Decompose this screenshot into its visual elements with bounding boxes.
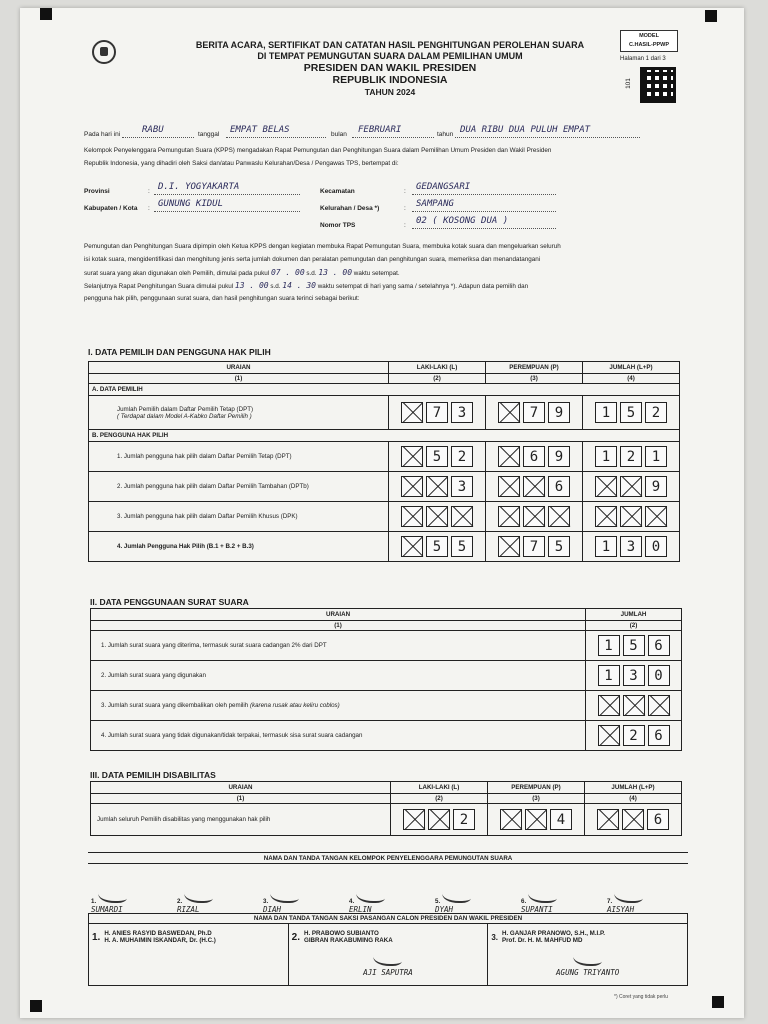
digit-box-group	[491, 809, 581, 830]
col-total: JUMLAH (L+P)	[583, 362, 680, 374]
member-number: 6.	[521, 897, 527, 905]
signature-icon	[612, 887, 646, 903]
tps-label: Nomor TPS	[320, 222, 356, 229]
digit-box: 5	[623, 635, 645, 656]
title-line: PRESIDEN DAN WAKIL PRESIDEN	[303, 61, 477, 74]
row-b3: 3. Jumlah pengguna hak pilih dalam Daftar Pemilih Khusus (DPK)	[89, 502, 389, 532]
colon: :	[404, 222, 406, 229]
year-value: DUA RIBU DUA PULUH EMPAT	[460, 125, 591, 135]
crossed-digit-box	[498, 402, 520, 423]
signature-icon	[96, 887, 130, 903]
cell-b1-l	[389, 442, 486, 472]
count-start-time: 13 . 00	[234, 281, 269, 290]
body-text	[84, 279, 528, 293]
page-number: Halaman 1 dari 3	[620, 56, 666, 62]
member-name: ERLIN	[349, 904, 372, 914]
body-text-part: surat suara yang akan digunakan oleh Pemilih, dimulai pada pukul	[84, 270, 270, 277]
digit-box-group	[489, 446, 579, 467]
candidate-vice: GIBRAN RAKABUMING RAKA	[304, 937, 393, 944]
cell-ballots-unused	[586, 721, 682, 751]
digit-box-group	[489, 402, 579, 423]
digit-box: 2	[453, 809, 475, 830]
digit-box: 6	[648, 725, 670, 746]
cell-dis-p	[488, 804, 585, 836]
digit-box: 6	[548, 476, 570, 497]
provinsi-value: D.I. YOGYAKARTA	[158, 182, 240, 192]
member-name: DIAH	[263, 904, 282, 914]
digit-box-group	[586, 536, 676, 557]
kpps-member	[432, 864, 518, 914]
crossed-digit-box	[622, 809, 644, 830]
until-label: s.d.	[306, 270, 317, 277]
crossed-digit-box	[648, 695, 670, 716]
crossed-digit-box	[401, 446, 423, 467]
colon: :	[148, 205, 150, 212]
crossed-digit-box	[498, 446, 520, 467]
digit-box-group	[392, 506, 482, 527]
col-number: (1)	[91, 621, 586, 631]
crossed-digit-box	[401, 536, 423, 557]
document-title	[160, 40, 620, 97]
cell-b1-p	[486, 442, 583, 472]
end-time: 13 . 00	[318, 268, 353, 277]
witness-candidate-2	[288, 924, 488, 986]
body-text-part: waktu setempat.	[353, 270, 400, 277]
colon: :	[148, 188, 150, 195]
digit-box-group	[489, 506, 579, 527]
digit-box: 1	[595, 446, 617, 467]
digit-box-group	[586, 476, 676, 497]
col-number: (3)	[486, 374, 583, 384]
member-name: DYAH	[435, 904, 454, 914]
model-code: C.HASIL-PPWP	[628, 42, 670, 48]
col-number: (2)	[586, 621, 682, 631]
body-text	[84, 266, 400, 280]
row-disability: Jumlah seluruh Pemilih disabilitas yang menggunakan hak pilih	[91, 804, 391, 836]
col-number: (2)	[389, 374, 486, 384]
member-number: 3.	[263, 897, 269, 905]
digit-box: 0	[648, 665, 670, 686]
crossed-digit-box	[498, 506, 520, 527]
title-line: DI TEMPAT PEMUNGUTAN SUARA DALAM PEMILIHAN UMUM	[257, 50, 523, 61]
col-female: PEREMPUAN (P)	[486, 362, 583, 374]
crossed-digit-box	[597, 809, 619, 830]
crossed-digit-box	[523, 476, 545, 497]
row-ballots-received: 1. Jumlah surat suara yang diterima, termasuk surat suara cadangan 2% dari DPT	[91, 631, 586, 661]
model-label: MODEL	[639, 33, 659, 39]
signature-icon	[526, 887, 560, 903]
cell-b3-l	[389, 502, 486, 532]
cell-b2-l	[389, 472, 486, 502]
candidate-number: 2.	[291, 931, 300, 943]
cell-ballots-received	[586, 631, 682, 661]
cell-dis-j	[585, 804, 682, 836]
member-name: SUMARDI	[91, 904, 123, 914]
intro-text: Republik Indonesia, yang dihadiri oleh Saksi dan/atau Panwaslu Kelurahan/Desa / Pengawas TPS, bertempat di:	[84, 160, 399, 167]
member-number: 2.	[177, 897, 183, 905]
body-text: Pemungutan dan Penghitungan Suara dipimpin oleh Ketua KPPS dengan kegiatan membuka Rapat Pemungutan Suara, membuka kotak suara dan mengeluarkan seluruh	[84, 243, 561, 250]
cell-a1-p	[486, 396, 583, 430]
month-value: FEBRUARI	[358, 125, 402, 135]
candidate-president: H. GANJAR PRANOWO, S.H., M.I.P.	[502, 930, 606, 937]
crossed-digit-box	[548, 506, 570, 527]
member-name: AISYAH	[607, 904, 635, 914]
candidate-vice: H. A. MUHAIMIN ISKANDAR, Dr. (H.C.)	[104, 937, 216, 944]
intro-text: Kelompok Penyelenggara Pemungutan Suara (KPPS) mengadakan Rapat Pemungutan dan Penghitungan Suara dalam Pemilihan Umum Presiden dan Wakil Presiden	[84, 147, 552, 154]
member-number: 4.	[349, 897, 355, 905]
year-label: tahun	[437, 131, 454, 138]
candidate-number: 1.	[92, 931, 101, 943]
candidate-president: H. PRABOWO SUBIANTO	[304, 930, 379, 937]
col-number: (4)	[583, 374, 680, 384]
digit-box: 2	[645, 402, 667, 423]
date-label: tanggal	[198, 131, 220, 138]
digit-box: 1	[598, 665, 620, 686]
row-dpt	[89, 396, 389, 430]
signature-icon	[440, 887, 474, 903]
signature-icon	[182, 887, 216, 903]
title-line: BERITA ACARA, SERTIFIKAT DAN CATATAN HASIL PENGHITUNGAN PEROLEHAN SUARA	[195, 40, 585, 50]
digit-box: 0	[645, 536, 667, 557]
col-uraian: URAIAN	[91, 609, 586, 621]
body-text: pengguna hak pilih, penggunaan surat suara, dan hasil penghitungan suara terinci sebagai berikut:	[84, 295, 360, 302]
witness-signature-table	[88, 913, 688, 986]
digit-box-group	[589, 725, 678, 746]
crossed-digit-box	[598, 695, 620, 716]
row-label: 3. Jumlah surat suara yang dikembalikan oleh pemilih	[101, 702, 249, 709]
digit-box-group	[589, 665, 678, 686]
crossed-digit-box	[623, 695, 645, 716]
kpu-logo-icon	[92, 40, 116, 64]
crossed-digit-box	[451, 506, 473, 527]
digit-box: 7	[426, 402, 448, 423]
digit-box-group	[586, 446, 676, 467]
digit-box-group	[589, 695, 678, 716]
witness-candidate-3	[488, 924, 688, 986]
cell-b2-j	[583, 472, 680, 502]
day-label: Pada hari ini	[84, 131, 121, 138]
digit-box-group	[588, 809, 678, 830]
crossed-digit-box	[500, 809, 522, 830]
kecamatan-value: GEDANGSARI	[416, 182, 471, 192]
digit-box-group	[589, 635, 678, 656]
digit-box: 1	[595, 536, 617, 557]
row-label: Jumlah Pemilih dalam Daftar Pemilih Tetap (DPT)	[117, 405, 254, 413]
row-b1: 1. Jumlah pengguna hak pilih dalam Daftar Pemilih Tetap (DPT)	[89, 442, 389, 472]
digit-box-group	[586, 506, 676, 527]
digit-box-group	[392, 536, 482, 557]
cell-dis-l	[391, 804, 488, 836]
crossed-digit-box	[403, 809, 425, 830]
signature-icon	[371, 950, 405, 966]
section-1-title: I. DATA PEMILIH DAN PENGGUNA HAK PILIH	[88, 347, 271, 357]
crossed-digit-box	[426, 506, 448, 527]
col-female: PEREMPUAN (P)	[488, 782, 585, 794]
cell-ballots-used	[586, 661, 682, 691]
kecamatan-label: Kecamatan	[320, 188, 355, 195]
cell-ballots-returned	[586, 691, 682, 721]
kpps-title: NAMA DAN TANDA TANGAN KELOMPOK PENYELENGGARA PEMUNGUTAN SUARA	[88, 853, 688, 864]
digit-box: 3	[451, 476, 473, 497]
kabupaten-value: GUNUNG KIDUL	[158, 199, 224, 209]
row-ballots-returned	[91, 691, 586, 721]
col-number: (4)	[585, 794, 682, 804]
kabupaten-label: Kabupaten / Kota	[84, 205, 138, 212]
crossed-digit-box	[523, 506, 545, 527]
ballot-usage-table	[90, 608, 682, 751]
row-b4: 4. Jumlah Pengguna Hak Pilih (B.1 + B.2 + B.3)	[89, 532, 389, 562]
member-number: 7.	[607, 897, 613, 905]
footer-note: *) Coret yang tidak perlu	[614, 994, 668, 1000]
digit-box: 6	[647, 809, 669, 830]
col-number: (2)	[391, 794, 488, 804]
candidate-number: 3.	[491, 932, 498, 942]
kpps-members-row	[88, 864, 688, 914]
digit-box: 5	[451, 536, 473, 557]
digit-box: 6	[523, 446, 545, 467]
registration-mark	[30, 1000, 42, 1012]
crossed-digit-box	[645, 506, 667, 527]
crossed-digit-box	[525, 809, 547, 830]
signature-icon	[571, 950, 605, 966]
witness-name: AGUNG TRIYANTO	[556, 968, 620, 977]
registration-mark	[705, 10, 717, 22]
crossed-digit-box	[498, 536, 520, 557]
section-3-title: III. DATA PEMILIH DISABILITAS	[90, 770, 216, 780]
crossed-digit-box	[401, 506, 423, 527]
col-total: JUMLAH	[586, 609, 682, 621]
crossed-digit-box	[428, 809, 450, 830]
row-ballots-unused: 4. Jumlah surat suara yang tidak digunakan/tidak terpakai, termasuk sisa surat suara cadangan	[91, 721, 586, 751]
digit-box: 6	[648, 635, 670, 656]
body-text-part: Selanjutnya Rapat Penghitungan Suara dimulai pukul	[84, 283, 234, 290]
col-number: (1)	[91, 794, 391, 804]
witness-name: AJI SAPUTRA	[363, 968, 413, 977]
disability-table	[90, 781, 682, 836]
digit-box: 9	[548, 402, 570, 423]
registration-mark	[712, 996, 724, 1008]
model-code-box	[620, 30, 678, 52]
qr-number: 101	[624, 78, 632, 89]
digit-box-group	[394, 809, 484, 830]
subsection-a: A. DATA PEMILIH	[89, 384, 680, 396]
kpps-member	[260, 864, 346, 914]
digit-box-group	[489, 476, 579, 497]
kelurahan-value: SAMPANG	[416, 199, 454, 209]
subsection-b: B. PENGGUNA HAK PILIH	[89, 430, 680, 442]
month-label: bulan	[331, 131, 347, 138]
provinsi-label: Provinsi	[84, 188, 110, 195]
digit-box: 1	[595, 402, 617, 423]
cell-b4-j	[583, 532, 680, 562]
digit-box-group	[392, 446, 482, 467]
crossed-digit-box	[498, 476, 520, 497]
start-time: 07 . 00	[270, 268, 305, 277]
date-value: EMPAT BELAS	[230, 125, 290, 135]
voter-data-table	[88, 361, 680, 562]
cell-a1-j	[583, 396, 680, 430]
col-number: (3)	[488, 794, 585, 804]
digit-box: 9	[548, 446, 570, 467]
kpps-member	[88, 864, 174, 914]
title-line: REPUBLIK INDONESIA	[332, 74, 448, 87]
digit-box: 5	[426, 446, 448, 467]
digit-box: 5	[620, 402, 642, 423]
kelurahan-label: Kelurahan / Desa *)	[320, 205, 380, 212]
digit-box-group	[489, 536, 579, 557]
digit-box: 3	[620, 536, 642, 557]
col-number: (1)	[89, 374, 389, 384]
cell-b4-p	[486, 532, 583, 562]
tps-value: 02 ( KOSONG DUA )	[416, 216, 509, 226]
col-uraian: URAIAN	[91, 782, 391, 794]
kpps-member	[604, 864, 688, 914]
crossed-digit-box	[595, 506, 617, 527]
digit-box: 2	[620, 446, 642, 467]
cell-b3-j	[583, 502, 680, 532]
digit-box: 7	[523, 536, 545, 557]
section-2-title: II. DATA PENGGUNAAN SURAT SUARA	[90, 597, 249, 607]
digit-box: 2	[623, 725, 645, 746]
digit-box-group	[392, 402, 482, 423]
digit-box: 3	[451, 402, 473, 423]
colon: :	[404, 188, 406, 195]
member-number: 5.	[435, 897, 441, 905]
crossed-digit-box	[401, 402, 423, 423]
signature-icon	[354, 887, 388, 903]
cell-b1-j	[583, 442, 680, 472]
row-b2: 2. Jumlah pengguna hak pilih dalam Daftar Pemilih Tambahan (DPTb)	[89, 472, 389, 502]
until-label: s.d.	[270, 283, 281, 290]
digit-box: 4	[550, 809, 572, 830]
digit-box: 5	[548, 536, 570, 557]
col-male: LAKI-LAKI (L)	[389, 362, 486, 374]
digit-box: 3	[623, 665, 645, 686]
kpps-member	[518, 864, 604, 914]
crossed-digit-box	[598, 725, 620, 746]
qr-code-icon	[640, 67, 676, 103]
digit-box: 5	[426, 536, 448, 557]
member-name: SUPANTI	[521, 904, 553, 914]
candidate-president: H. ANIES RASYID BASWEDAN, Ph.D	[104, 930, 212, 937]
col-total: JUMLAH (L+P)	[585, 782, 682, 794]
registration-mark	[40, 8, 52, 20]
digit-box: 2	[451, 446, 473, 467]
cell-b4-l	[389, 532, 486, 562]
crossed-digit-box	[620, 506, 642, 527]
title-line: TAHUN 2024	[364, 86, 416, 97]
kpps-member	[346, 864, 432, 914]
crossed-digit-box	[426, 476, 448, 497]
body-text: isi kotak suara, mengidentifikasi dan menghitung jenis serta jumlah dokumen dan peralatan pemungutan dan penghitungan suara, memeriksa dan menandatangani	[84, 256, 541, 263]
col-male: LAKI-LAKI (L)	[391, 782, 488, 794]
member-name: RIZAL	[177, 904, 200, 914]
candidate-vice: Prof. Dr. H. M. MAHFUD MD	[502, 937, 583, 944]
day-value: RABU	[142, 125, 164, 135]
digit-box: 1	[598, 635, 620, 656]
member-number: 1.	[91, 897, 97, 905]
digit-box: 9	[645, 476, 667, 497]
kpps-signature-table	[88, 852, 688, 914]
cell-b3-p	[486, 502, 583, 532]
cell-a1-l	[389, 396, 486, 430]
witness-title: NAMA DAN TANDA TANGAN SAKSI PASANGAN CALON PRESIDEN DAN WAKIL PRESIDEN	[89, 914, 688, 924]
signature-icon	[268, 887, 302, 903]
crossed-digit-box	[620, 476, 642, 497]
count-end-time: 14 . 30	[282, 281, 316, 290]
digit-box-group	[392, 476, 482, 497]
row-label-note: (karena rusak atau keliru coblos)	[249, 702, 340, 709]
row-ballots-used: 2. Jumlah surat suara yang digunakan	[91, 661, 586, 691]
crossed-digit-box	[595, 476, 617, 497]
digit-box: 7	[523, 402, 545, 423]
kpps-member	[174, 864, 260, 914]
crossed-digit-box	[401, 476, 423, 497]
witness-candidate-1	[89, 924, 289, 986]
row-sublabel: ( Terdapat dalam Model A-Kabko Daftar Pemilih )	[117, 412, 252, 420]
colon: :	[404, 205, 406, 212]
col-uraian: URAIAN	[89, 362, 389, 374]
body-text-part: waktu setempat di hari yang sama / setelahnya *). Adapun data pemilih dan	[317, 283, 529, 290]
digit-box: 1	[645, 446, 667, 467]
digit-box-group	[586, 402, 676, 423]
cell-b2-p	[486, 472, 583, 502]
